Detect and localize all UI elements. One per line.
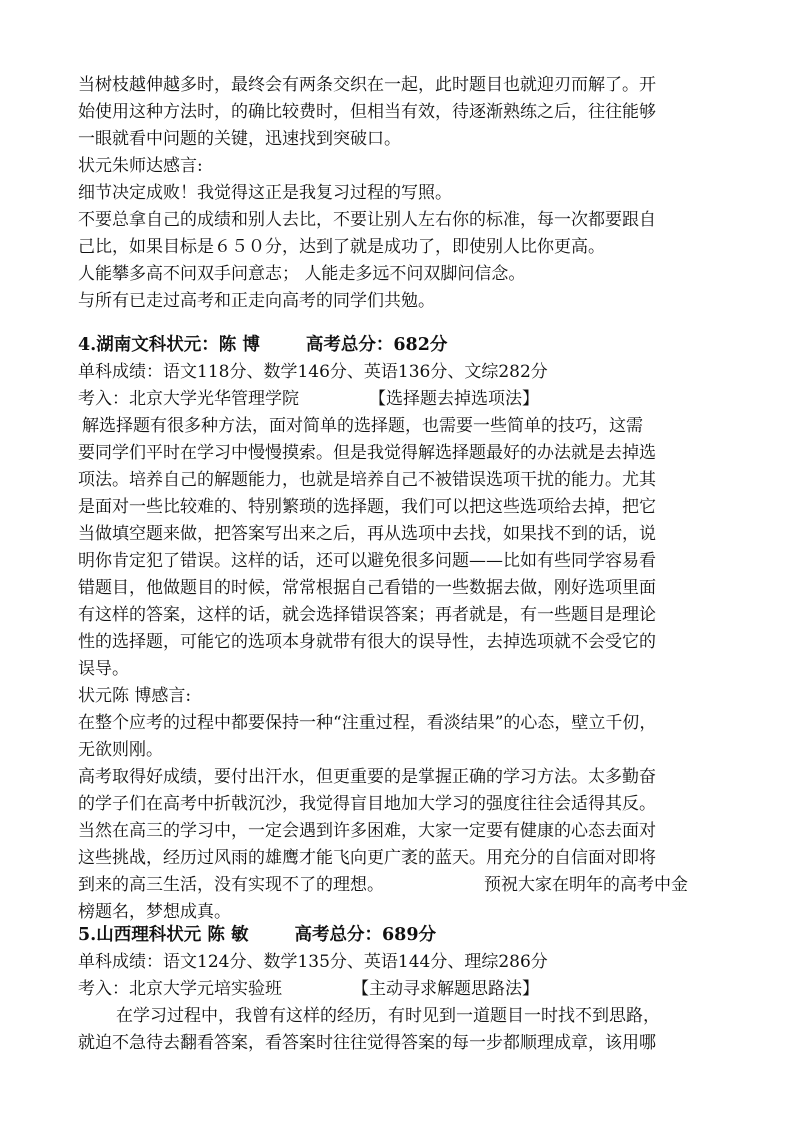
- text-line: 有这样的答案，这样的话，就会选择错误答案；再者就是，有一些题目是理论: [78, 605, 656, 625]
- section-5-heading: [78, 922, 436, 949]
- text-fragment: 预祝大家在明年的高考中金: [484, 875, 688, 895]
- speech-heading: 状元陈 博感言:: [78, 686, 192, 706]
- text-line: 当做填空题来做，把答案写出来之后，再从选项中去找，如果找不到的话，说: [78, 524, 656, 544]
- text-line: 己比，如果目标是６５０分，达到了就是成功了，即使别人比你更高。: [78, 237, 605, 257]
- text-line: 错题目，他做题目的时候，常常根据自己看错的一些数据去做，刚好选项里面: [78, 578, 656, 598]
- section-4-heading: [78, 332, 447, 359]
- text-line: 无欲则刚。: [78, 740, 163, 760]
- text-fragment: 到来的高三生活，没有实现不了的理想。: [78, 875, 384, 895]
- section-5-scores: 单科成绩：语文124分、数学135分、英语144分、理综286分: [78, 952, 548, 972]
- text-line: 要同学们平时在学习中慢慢摸索。但是我觉得解选择题最好的办法就是去掉选: [78, 443, 656, 463]
- text-line: 始使用这种方法时，的确比较费时，但相当有效，待逐渐熟练之后，往往能够: [78, 102, 656, 122]
- section-5-title: 5.山西理科状元 陈 敏: [78, 925, 249, 945]
- section-4-admit: [78, 386, 539, 413]
- section-4-total: 高考总分：682分: [305, 335, 448, 355]
- section-4-scores: 单科成绩：语文118分、数学146分、英语136分、文综282分: [78, 362, 548, 382]
- text-line: 一眼就看中问题的关键，迅速找到突破口。: [78, 129, 401, 149]
- text-line: 性的选择题，可能它的选项本身就带有很大的误导性，去掉选项就不会受它的: [78, 632, 656, 652]
- text-line: 在学习过程中，我曾有这样的经历，有时见到一道题目一时找不到思路，: [116, 1006, 660, 1026]
- text-line: 当树枝越伸越多时，最终会有两条交织在一起，此时题目也就迎刃而解了。开: [78, 75, 656, 95]
- text-line: 榜题名，梦想成真。: [78, 902, 231, 922]
- text-line: 这些挑战，经历过风雨的雄鹰才能飞向更广袤的蓝天。用充分的自信面对即将: [78, 848, 656, 868]
- text-line: 解选择题有很多种方法，面对简单的选择题，也需要一些简单的技巧，这需: [82, 416, 643, 436]
- section-4-title: 4.湖南文科状元：陈 博: [78, 335, 260, 355]
- text-line: 高考取得好成绩，要付出汗水，但更重要的是掌握正确的学习方法。太多勤奋: [78, 767, 656, 787]
- speech-heading: 状元朱师达感言:: [78, 156, 203, 176]
- section-5-admit-school: 考入：北京大学元培实验班: [78, 979, 282, 999]
- text-line: 与所有已走过高考和正走向高考的同学们共勉。: [78, 291, 435, 311]
- text-line: [78, 872, 688, 899]
- text-line: 误导。: [78, 659, 129, 679]
- text-line: 人能攀多高不问双手问意志； 人能走多远不问双脚问信念。: [78, 264, 526, 284]
- section-4-admit-school: 考入：北京大学光华管理学院: [78, 389, 299, 409]
- text-line: 项法。培养自己的解题能力，也就是培养自己不被错误选项干扰的能力。尤其: [78, 470, 656, 490]
- text-line: 的学子们在高考中折戟沉沙，我觉得盲目地加大学习的强度往往会适得其反。: [78, 794, 656, 814]
- text-line: 不要总拿自己的成绩和别人去比，不要让别人左右你的标准，每一次都要跟自: [78, 210, 656, 230]
- text-line: 当然在高三的学习中，一定会遇到许多困难，大家一定要有健康的心态去面对: [78, 821, 656, 841]
- section-5-admit: [78, 976, 539, 1003]
- section-5-method: 【主动寻求解题思路法】: [352, 979, 539, 999]
- text-line: 细节决定成败！我觉得这正是我复习过程的写照。: [78, 183, 452, 203]
- text-line: 明你肯定犯了错误。这样的话，还可以避免很多问题——比如有些同学容易看: [78, 551, 656, 571]
- section-5-total: 高考总分：689分: [294, 925, 436, 945]
- text-line: 在整个应考的过程中都要保持一种“注重过程，看淡结果”的心态，壁立千仞，: [78, 713, 657, 733]
- text-line: 就迫不急待去翻看答案，看答案时往往觉得答案的每一步都顺理成章，该用哪: [78, 1033, 656, 1053]
- section-4-method: 【选择题去掉选项法】: [369, 389, 539, 409]
- text-line: 是面对一些比较难的、特别繁琐的选择题，我们可以把这些选项给去掉，把它: [78, 497, 656, 517]
